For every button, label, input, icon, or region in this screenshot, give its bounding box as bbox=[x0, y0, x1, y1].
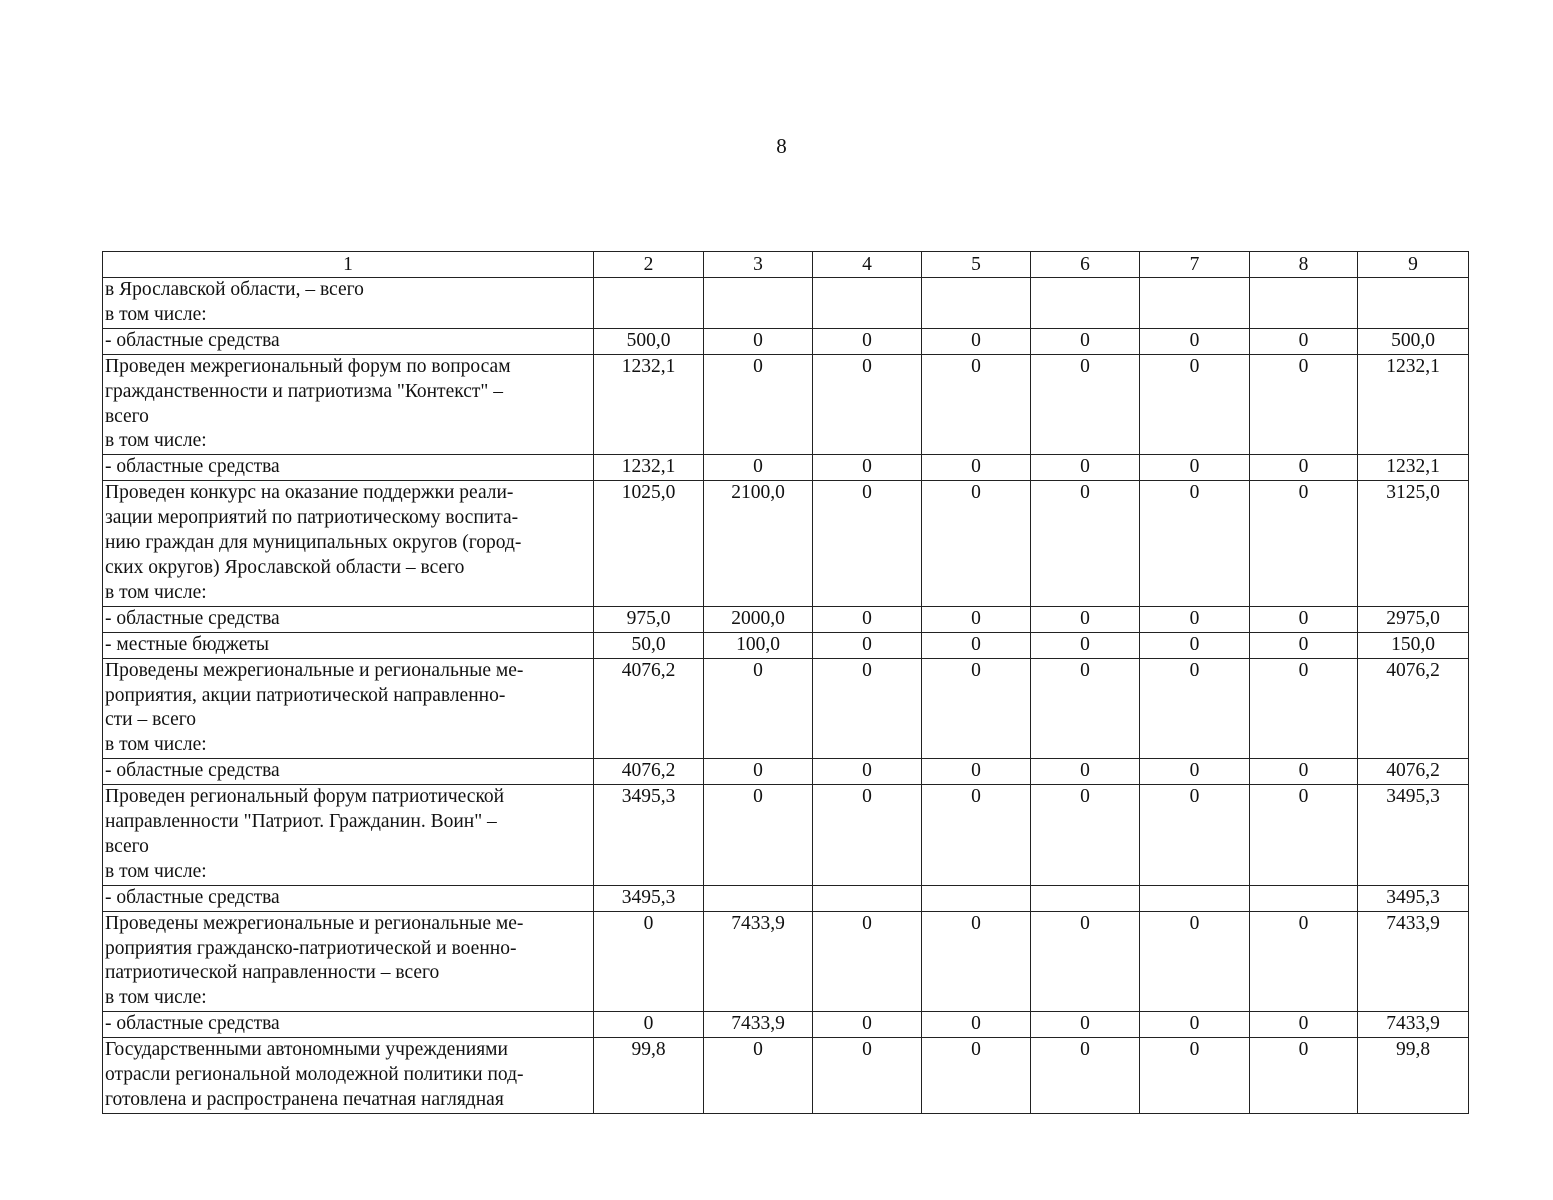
description-line: ских округов) Ярославской области – всего bbox=[105, 556, 465, 578]
value-cell: 100,0 bbox=[704, 632, 813, 658]
value-cell bbox=[1031, 278, 1140, 329]
value-cell: 0 bbox=[922, 328, 1031, 354]
value-cell: 7433,9 bbox=[704, 1012, 813, 1038]
value-cell: 150,0 bbox=[1358, 632, 1469, 658]
table-row bbox=[103, 481, 1469, 607]
value-cell: 0 bbox=[813, 606, 922, 632]
value-cell: 0 bbox=[1031, 455, 1140, 481]
value-cell: 0 bbox=[704, 658, 813, 759]
value-cell bbox=[1140, 278, 1250, 329]
value-cell: 0 bbox=[813, 759, 922, 785]
value-cell: 0 bbox=[1031, 328, 1140, 354]
value-cell: 0 bbox=[813, 455, 922, 481]
value-cell: 1232,1 bbox=[594, 354, 704, 455]
value-cell: 0 bbox=[704, 1038, 813, 1114]
value-cell: 0 bbox=[922, 759, 1031, 785]
value-cell: 0 bbox=[1140, 354, 1250, 455]
row-description bbox=[103, 606, 594, 632]
column-header: 8 bbox=[1250, 252, 1358, 278]
value-cell: 0 bbox=[813, 481, 922, 607]
value-cell bbox=[704, 278, 813, 329]
value-cell bbox=[1250, 885, 1358, 911]
value-cell: 0 bbox=[922, 632, 1031, 658]
value-cell: 0 bbox=[922, 1038, 1031, 1114]
value-cell: 0 bbox=[704, 354, 813, 455]
description-line: - областные средства bbox=[105, 329, 280, 351]
description-line: отрасли региональной молодежной политики под- bbox=[105, 1064, 524, 1086]
value-cell: 0 bbox=[1031, 911, 1140, 1012]
description-line: сти – всего bbox=[105, 709, 197, 731]
value-cell: 0 bbox=[813, 785, 922, 886]
value-cell: 0 bbox=[1250, 1038, 1358, 1114]
table-row bbox=[103, 759, 1469, 785]
value-cell: 0 bbox=[1250, 785, 1358, 886]
value-cell: 0 bbox=[813, 658, 922, 759]
value-cell: 50,0 bbox=[594, 632, 704, 658]
value-cell: 0 bbox=[922, 481, 1031, 607]
description-line: направленности "Патриот. Гражданин. Воин" – bbox=[105, 811, 497, 833]
row-description bbox=[103, 278, 594, 329]
description-line: Проведены межрегиональные и региональные ме- bbox=[105, 912, 524, 934]
description-line: гражданственности и патриотизма "Контекст" – bbox=[105, 380, 503, 402]
value-cell: 1232,1 bbox=[1358, 455, 1469, 481]
value-cell: 0 bbox=[704, 455, 813, 481]
table-row bbox=[103, 328, 1469, 354]
description-line: Государственными автономными учреждениями bbox=[105, 1039, 508, 1061]
value-cell: 0 bbox=[704, 759, 813, 785]
column-header: 9 bbox=[1358, 252, 1469, 278]
value-cell: 4076,2 bbox=[594, 658, 704, 759]
value-cell: 0 bbox=[1140, 481, 1250, 607]
description-line: в том числе: bbox=[105, 734, 207, 756]
description-line: в том числе: bbox=[105, 430, 207, 452]
row-description bbox=[103, 455, 594, 481]
value-cell: 0 bbox=[922, 658, 1031, 759]
row-description bbox=[103, 658, 594, 759]
value-cell: 7433,9 bbox=[704, 911, 813, 1012]
row-description bbox=[103, 354, 594, 455]
value-cell: 0 bbox=[1031, 658, 1140, 759]
table-row bbox=[103, 911, 1469, 1012]
table-row bbox=[103, 885, 1469, 911]
table-row bbox=[103, 455, 1469, 481]
value-cell: 0 bbox=[1250, 1012, 1358, 1038]
value-cell: 0 bbox=[1031, 632, 1140, 658]
value-cell: 0 bbox=[1031, 606, 1140, 632]
value-cell: 0 bbox=[1140, 785, 1250, 886]
value-cell: 0 bbox=[594, 911, 704, 1012]
table-row bbox=[103, 606, 1469, 632]
row-description bbox=[103, 759, 594, 785]
value-cell bbox=[922, 278, 1031, 329]
value-cell: 4076,2 bbox=[1358, 658, 1469, 759]
value-cell: 3495,3 bbox=[1358, 785, 1469, 886]
table-row bbox=[103, 658, 1469, 759]
description-line: всего bbox=[105, 405, 149, 427]
value-cell: 2000,0 bbox=[704, 606, 813, 632]
value-cell: 3495,3 bbox=[594, 785, 704, 886]
value-cell: 0 bbox=[922, 785, 1031, 886]
value-cell: 0 bbox=[1250, 481, 1358, 607]
value-cell: 0 bbox=[1250, 911, 1358, 1012]
value-cell: 500,0 bbox=[594, 328, 704, 354]
description-line: готовлена и распространена печатная наглядная bbox=[105, 1089, 504, 1110]
value-cell: 0 bbox=[1031, 1012, 1140, 1038]
value-cell: 0 bbox=[1250, 455, 1358, 481]
value-cell: 4076,2 bbox=[594, 759, 704, 785]
description-line: роприятия гражданско-патриотической и военно- bbox=[105, 937, 517, 959]
description-line: Проведен региональный форум патриотической bbox=[105, 786, 505, 808]
value-cell: 3125,0 bbox=[1358, 481, 1469, 607]
description-line: зации мероприятий по патриотическому воспита- bbox=[105, 507, 519, 529]
value-cell: 0 bbox=[1250, 658, 1358, 759]
value-cell: 0 bbox=[1140, 1038, 1250, 1114]
column-header: 6 bbox=[1031, 252, 1140, 278]
table-body bbox=[103, 252, 1469, 1114]
value-cell bbox=[813, 278, 922, 329]
value-cell: 0 bbox=[1031, 759, 1140, 785]
value-cell: 0 bbox=[1031, 354, 1140, 455]
value-cell: 0 bbox=[1140, 328, 1250, 354]
value-cell bbox=[1140, 885, 1250, 911]
value-cell: 99,8 bbox=[1358, 1038, 1469, 1114]
value-cell bbox=[813, 885, 922, 911]
description-line: в том числе: bbox=[105, 987, 207, 1009]
value-cell: 3495,3 bbox=[594, 885, 704, 911]
column-header: 2 bbox=[594, 252, 704, 278]
value-cell: 99,8 bbox=[594, 1038, 704, 1114]
value-cell: 0 bbox=[1140, 606, 1250, 632]
description-line: Проведены межрегиональные и региональные ме- bbox=[105, 659, 524, 681]
value-cell: 0 bbox=[1250, 354, 1358, 455]
value-cell: 0 bbox=[922, 1012, 1031, 1038]
value-cell: 0 bbox=[1140, 455, 1250, 481]
value-cell bbox=[704, 885, 813, 911]
value-cell: 0 bbox=[922, 354, 1031, 455]
value-cell bbox=[922, 885, 1031, 911]
table-row bbox=[103, 278, 1469, 329]
description-line: патриотической направленности – всего bbox=[105, 962, 440, 984]
description-line: роприятия, акции патриотической направленно- bbox=[105, 684, 506, 706]
value-cell: 2975,0 bbox=[1358, 606, 1469, 632]
value-cell: 0 bbox=[1031, 481, 1140, 607]
row-description bbox=[103, 1012, 594, 1038]
table-row bbox=[103, 354, 1469, 455]
value-cell bbox=[1250, 278, 1358, 329]
description-line: в том числе: bbox=[105, 581, 207, 603]
value-cell: 0 bbox=[594, 1012, 704, 1038]
description-line: в Ярославской области, – всего bbox=[105, 279, 364, 300]
description-line: в том числе: bbox=[105, 860, 207, 882]
value-cell: 0 bbox=[813, 354, 922, 455]
value-cell: 0 bbox=[1031, 1038, 1140, 1114]
value-cell: 500,0 bbox=[1358, 328, 1469, 354]
value-cell: 0 bbox=[1140, 632, 1250, 658]
description-line: - областные средства bbox=[105, 456, 280, 478]
column-header: 1 bbox=[103, 252, 594, 278]
row-description bbox=[103, 632, 594, 658]
value-cell: 0 bbox=[1250, 759, 1358, 785]
value-cell: 4076,2 bbox=[1358, 759, 1469, 785]
value-cell: 0 bbox=[813, 632, 922, 658]
table-row bbox=[103, 785, 1469, 886]
row-description bbox=[103, 785, 594, 886]
value-cell: 0 bbox=[1031, 785, 1140, 886]
row-description bbox=[103, 1038, 594, 1114]
value-cell bbox=[594, 278, 704, 329]
column-header: 3 bbox=[704, 252, 813, 278]
description-line: - областные средства bbox=[105, 607, 280, 629]
value-cell: 0 bbox=[922, 455, 1031, 481]
value-cell: 0 bbox=[813, 911, 922, 1012]
table-row bbox=[103, 632, 1469, 658]
value-cell: 1025,0 bbox=[594, 481, 704, 607]
table-row bbox=[103, 1012, 1469, 1038]
value-cell: 0 bbox=[1140, 759, 1250, 785]
header-row bbox=[103, 252, 1469, 278]
value-cell: 0 bbox=[704, 785, 813, 886]
value-cell: 0 bbox=[1140, 1012, 1250, 1038]
description-line: Проведен конкурс на оказание поддержки реали- bbox=[105, 482, 514, 504]
value-cell: 0 bbox=[922, 911, 1031, 1012]
value-cell: 0 bbox=[813, 1038, 922, 1114]
value-cell: 0 bbox=[813, 328, 922, 354]
value-cell: 7433,9 bbox=[1358, 1012, 1469, 1038]
value-cell: 0 bbox=[1250, 328, 1358, 354]
description-line: - областные средства bbox=[105, 1013, 280, 1035]
value-cell: 2100,0 bbox=[704, 481, 813, 607]
row-description bbox=[103, 911, 594, 1012]
value-cell: 7433,9 bbox=[1358, 911, 1469, 1012]
value-cell: 3495,3 bbox=[1358, 885, 1469, 911]
value-cell: 0 bbox=[1140, 658, 1250, 759]
value-cell: 0 bbox=[813, 1012, 922, 1038]
value-cell: 0 bbox=[1140, 911, 1250, 1012]
description-line: - областные средства bbox=[105, 886, 280, 908]
value-cell: 0 bbox=[922, 606, 1031, 632]
value-cell: 1232,1 bbox=[1358, 354, 1469, 455]
column-header: 4 bbox=[813, 252, 922, 278]
value-cell: 0 bbox=[704, 328, 813, 354]
value-cell: 0 bbox=[1250, 632, 1358, 658]
row-description bbox=[103, 481, 594, 607]
column-header: 5 bbox=[922, 252, 1031, 278]
row-description bbox=[103, 328, 594, 354]
column-header: 7 bbox=[1140, 252, 1250, 278]
table-row bbox=[103, 1038, 1469, 1114]
description-line: - местные бюджеты bbox=[105, 633, 270, 655]
row-description bbox=[103, 885, 594, 911]
description-line: - областные средства bbox=[105, 760, 280, 782]
description-line: в том числе: bbox=[105, 303, 207, 325]
value-cell bbox=[1031, 885, 1140, 911]
value-cell bbox=[1358, 278, 1469, 329]
value-cell: 1232,1 bbox=[594, 455, 704, 481]
budget-table bbox=[102, 251, 1469, 1114]
description-line: Проведен межрегиональный форум по вопросам bbox=[105, 355, 511, 377]
value-cell: 975,0 bbox=[594, 606, 704, 632]
page-number: 8 bbox=[776, 134, 787, 158]
description-line: всего bbox=[105, 835, 149, 857]
description-line: нию граждан для муниципальных округов (город- bbox=[105, 532, 522, 554]
value-cell: 0 bbox=[1250, 606, 1358, 632]
